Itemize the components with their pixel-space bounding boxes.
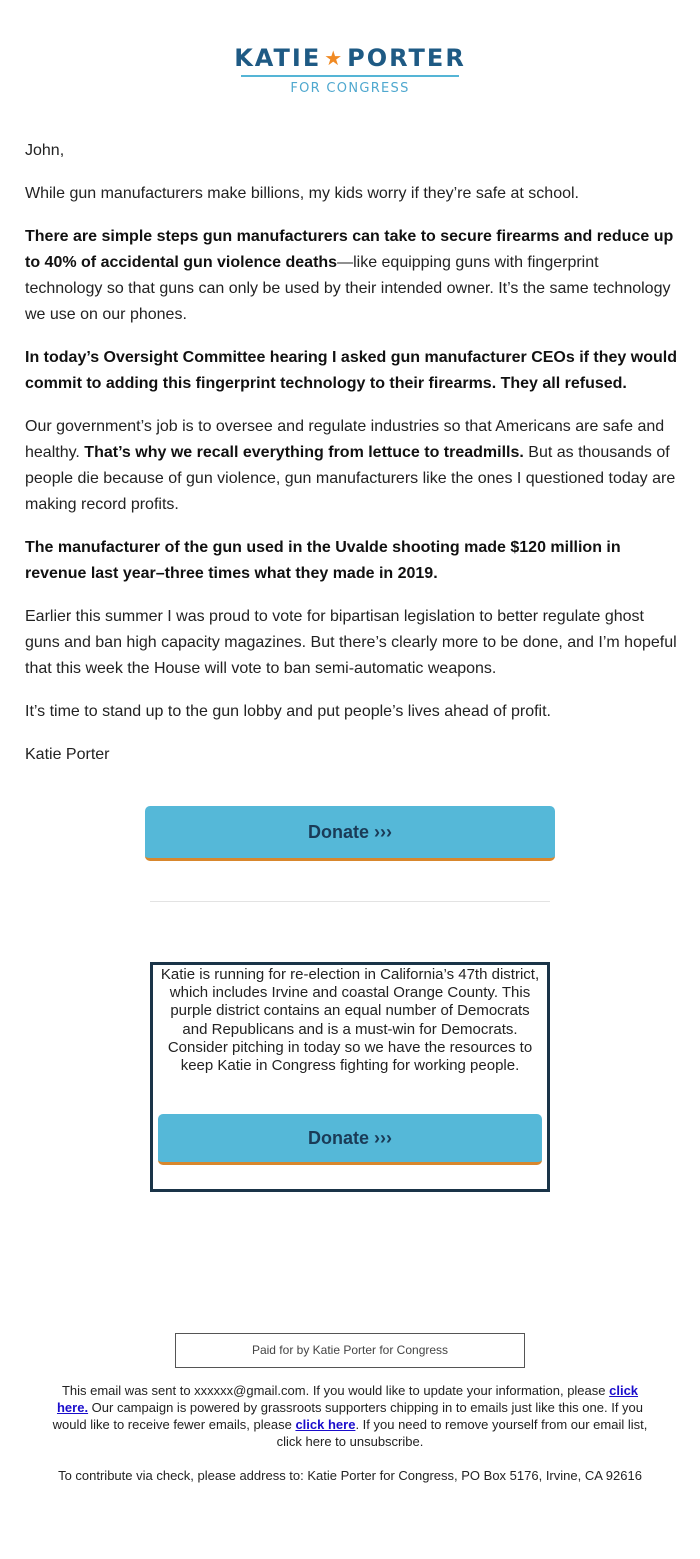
paragraph-4 — [25, 414, 677, 518]
paragraph-4-bold: That’s why we recall everything from lettuce to treadmills. — [84, 444, 524, 461]
paragraph-4-start: Our government’s job is to oversee and regulate industries so that Americans are safe and healthy. — [25, 418, 665, 461]
header-logo — [0, 44, 700, 96]
paragraph-4-end: But as thousands of people die because of gun violence, gun manufacturers like the ones I questioned today are making record profits. — [25, 444, 676, 513]
paragraph-7: It’s time to stand up to the gun lobby and put people’s lives ahead of profit. — [25, 703, 551, 720]
paragraph-6: Earlier this summer I was proud to vote for bipartisan legislation to better regulate ghost guns and ban high capacity magazines. But there’s clearly more to be done, and I’m hopeful that this week the House will vote to ban semi-automatic weapons. — [25, 608, 677, 677]
update-info-link[interactable]: click here. — [56, 1383, 639, 1415]
paragraph-2-bold: There are simple steps gun manufacturers can take to secure firearms and reduce up to 40% of accidental gun violence deaths — [25, 228, 674, 271]
greeting: John, — [25, 142, 65, 159]
logo-wordmark — [234, 44, 466, 72]
paragraph-3 — [25, 345, 677, 397]
paragraph-5-bold: The manufacturer of the gun used in the Uvalde shooting made $120 million in revenue last year–three times what they made in 2019. — [25, 539, 621, 582]
paid-for-disclaimer: Paid for by Katie Porter for Congress — [175, 1333, 525, 1368]
paragraph-2 — [25, 224, 677, 328]
paragraph-2-rest: —like equipping guns with fingerprint technology so that guns can only be used by their intended owner. It’s the same technology we use on our phones. — [25, 254, 671, 323]
info-box-text: Katie is running for re-election in California’s 47th district, which includes Irvine and coastal Orange County. This purple district contains an equal number of Democrats and Republicans and is a must-win for Democrats. Consider pitching in today so we have the resources to keep Katie in Congress fighting for working people. — [160, 966, 540, 1075]
logo-subtitle: FOR CONGRESS — [290, 81, 410, 96]
logo-first-name: KATIE — [234, 44, 322, 72]
footer-notice — [50, 1382, 650, 1450]
signature: Katie Porter — [25, 746, 110, 763]
section-divider — [150, 901, 550, 902]
logo-divider — [241, 75, 459, 77]
paragraph-5 — [25, 535, 677, 587]
info-box — [150, 962, 550, 1192]
footer-text-1: This email was sent to xxxxxx@gmail.com. If you would like to update your information, please — [61, 1383, 610, 1398]
donate-button[interactable]: Donate ››› — [145, 806, 555, 861]
footer-text-2: Our campaign is powered by grassroots supporters chipping in to emails just like this one. If you would like to receive fewer emails, please — [52, 1400, 643, 1432]
letter-body — [25, 138, 677, 785]
logo-last-name: PORTER — [347, 44, 466, 72]
paragraph-3-bold: In today’s Oversight Committee hearing I asked gun manufacturer CEOs if they would commit to adding this fingerprint technology to their firearms. They all refused. — [25, 349, 677, 392]
footer-text-3: . If you need to remove yourself from our email list, click here to unsubscribe. — [276, 1417, 648, 1449]
check-address: To contribute via check, please address to: Katie Porter for Congress, PO Box 5176, Irvine, CA 92616 — [58, 1468, 642, 1483]
footer — [50, 1382, 650, 1501]
fewer-emails-link[interactable]: click here — [295, 1417, 356, 1432]
star-icon: ★ — [324, 46, 345, 70]
info-box-donate-button[interactable]: Donate ››› — [158, 1114, 542, 1165]
paragraph-1: While gun manufacturers make billions, my kids worry if they’re safe at school. — [25, 185, 579, 202]
